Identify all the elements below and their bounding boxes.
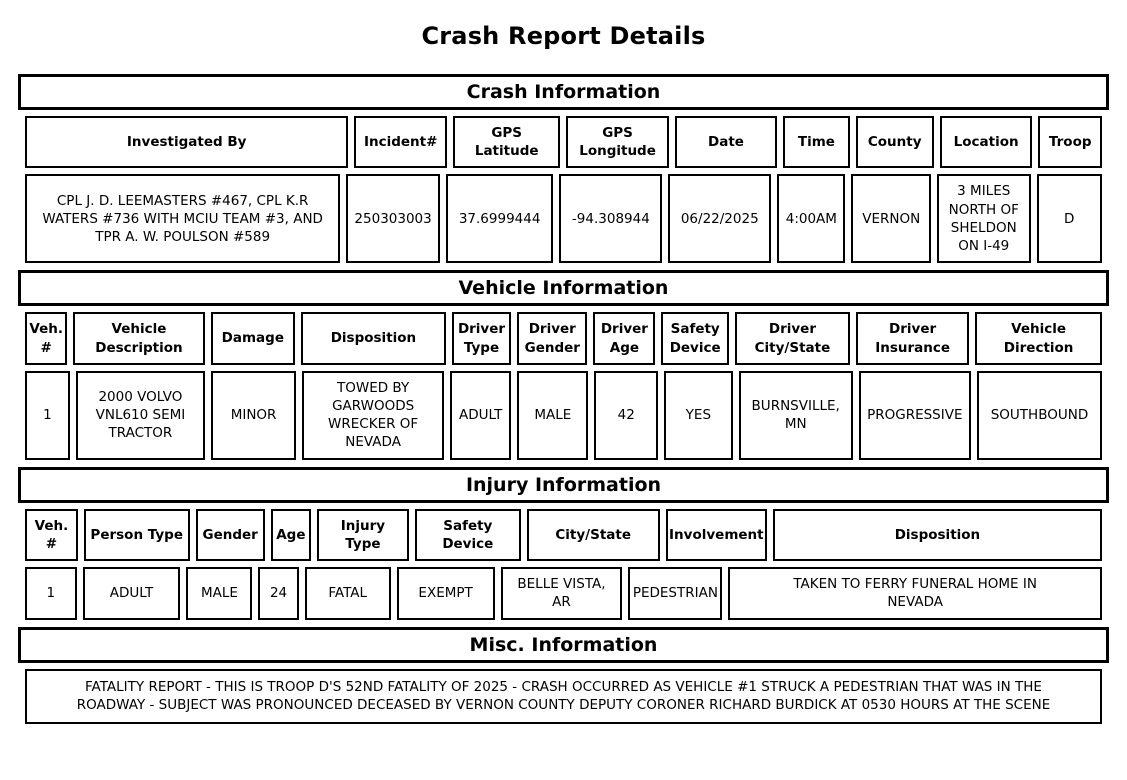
vehicle-data-row: [25, 371, 1102, 460]
injury-value-person-type: ADULT: [83, 567, 181, 619]
injury-header-city-state: City/State: [527, 509, 660, 561]
injury-header-row: [25, 509, 1102, 561]
vehicle-value-veh-number: 1: [25, 371, 70, 460]
vehicle-header-damage: Damage: [211, 312, 296, 364]
vehicle-value-driver-age: 42: [594, 371, 658, 460]
crash-value-investigated-by: CPL J. D. LEEMASTERS #467, CPL K.R WATERS #736 WITH MCIU TEAM #3, AND TPR A. W. POULSON #589: [25, 174, 340, 263]
vehicle-header-safety-device: Safety Device: [661, 312, 728, 364]
crash-value-troop: D: [1037, 174, 1102, 263]
injury-header-gender: Gender: [196, 509, 265, 561]
vehicle-header-driver-city-state: Driver City/State: [735, 312, 850, 364]
vehicle-value-safety-device: YES: [664, 371, 733, 460]
vehicle-value-vehicle-description: 2000 VOLVO VNL610 SEMI TRACTOR: [76, 371, 205, 460]
section-title-crash-information: Crash Information: [18, 74, 1109, 110]
crash-value-date: 06/22/2025: [668, 174, 771, 263]
vehicle-value-disposition: TOWED BY GARWOODS WRECKER OF NEVADA: [302, 371, 444, 460]
vehicle-header-disposition: Disposition: [301, 312, 446, 364]
section-title-vehicle-information: Vehicle Information: [18, 270, 1109, 306]
crash-header-time: Time: [783, 116, 849, 168]
vehicle-value-damage: MINOR: [211, 371, 296, 460]
injury-header-disposition: Disposition: [773, 509, 1102, 561]
vehicle-header-row: [25, 312, 1102, 364]
injury-header-age: Age: [271, 509, 311, 561]
vehicle-value-driver-insurance: PROGRESSIVE: [859, 371, 971, 460]
injury-data-row: [25, 567, 1102, 619]
injury-value-disposition: TAKEN TO FERRY FUNERAL HOME IN NEVADA: [728, 567, 1102, 619]
crash-header-row: [25, 116, 1102, 168]
injury-header-person-type: Person Type: [84, 509, 190, 561]
crash-header-troop: Troop: [1038, 116, 1102, 168]
section-title-misc-information: Misc. Information: [18, 627, 1109, 663]
vehicle-value-driver-city-state: BURNSVILLE, MN: [739, 371, 853, 460]
vehicle-header-driver-type: Driver Type: [452, 312, 511, 364]
crash-header-incident-number: Incident#: [354, 116, 447, 168]
crash-header-investigated-by: Investigated By: [25, 116, 348, 168]
vehicle-header-veh-number: Veh. #: [25, 312, 67, 364]
injury-value-injury-type: FATAL: [305, 567, 391, 619]
crash-value-gps-longitude: -94.308944: [559, 174, 662, 263]
vehicle-value-vehicle-direction: SOUTHBOUND: [977, 371, 1102, 460]
vehicle-header-vehicle-description: Vehicle Description: [73, 312, 204, 364]
crash-value-county: VERNON: [851, 174, 931, 263]
crash-header-gps-longitude: GPS Longitude: [566, 116, 668, 168]
vehicle-header-driver-gender: Driver Gender: [517, 312, 587, 364]
injury-header-veh-number: Veh. #: [25, 509, 78, 561]
injury-header-safety-device: Safety Device: [415, 509, 521, 561]
misc-information-text: FATALITY REPORT - THIS IS TROOP D'S 52ND FATALITY OF 2025 - CRASH OCCURRED AS VEHICLE #1 STRUCK A PEDESTRIAN THAT WAS IN THE ROADWAY - SUBJECT WAS PRONOUNCED DECEASED BY VERNON COUNTY DEPUTY CORONER RICHARD BURDICK AT 0530 HOURS AT THE SCENE: [25, 669, 1102, 725]
injury-value-city-state: BELLE VISTA, AR: [501, 567, 623, 619]
injury-header-involvement: Involvement: [666, 509, 767, 561]
injury-value-age: 24: [258, 567, 298, 619]
page-title: Crash Report Details: [421, 22, 706, 50]
injury-value-involvement: PEDESTRIAN: [628, 567, 722, 619]
crash-value-time: 4:00AM: [777, 174, 845, 263]
crash-value-location: 3 MILES NORTH OF SHELDON ON I-49: [937, 174, 1031, 263]
crash-header-county: County: [856, 116, 934, 168]
vehicle-value-driver-type: ADULT: [450, 371, 511, 460]
vehicle-header-driver-insurance: Driver Insurance: [856, 312, 969, 364]
crash-value-gps-latitude: 37.6999444: [446, 174, 554, 263]
crash-data-row: [25, 174, 1102, 263]
crash-header-date: Date: [675, 116, 777, 168]
vehicle-header-driver-age: Driver Age: [593, 312, 655, 364]
vehicle-header-vehicle-direction: Vehicle Direction: [975, 312, 1102, 364]
vehicle-value-driver-gender: MALE: [517, 371, 588, 460]
crash-value-incident-number: 250303003: [346, 174, 440, 263]
crash-header-gps-latitude: GPS Latitude: [453, 116, 560, 168]
section-title-injury-information: Injury Information: [18, 467, 1109, 503]
injury-value-gender: MALE: [186, 567, 252, 619]
crash-header-location: Location: [940, 116, 1033, 168]
injury-value-safety-device: EXEMPT: [397, 567, 495, 619]
injury-header-injury-type: Injury Type: [317, 509, 409, 561]
injury-value-veh-number: 1: [25, 567, 77, 619]
